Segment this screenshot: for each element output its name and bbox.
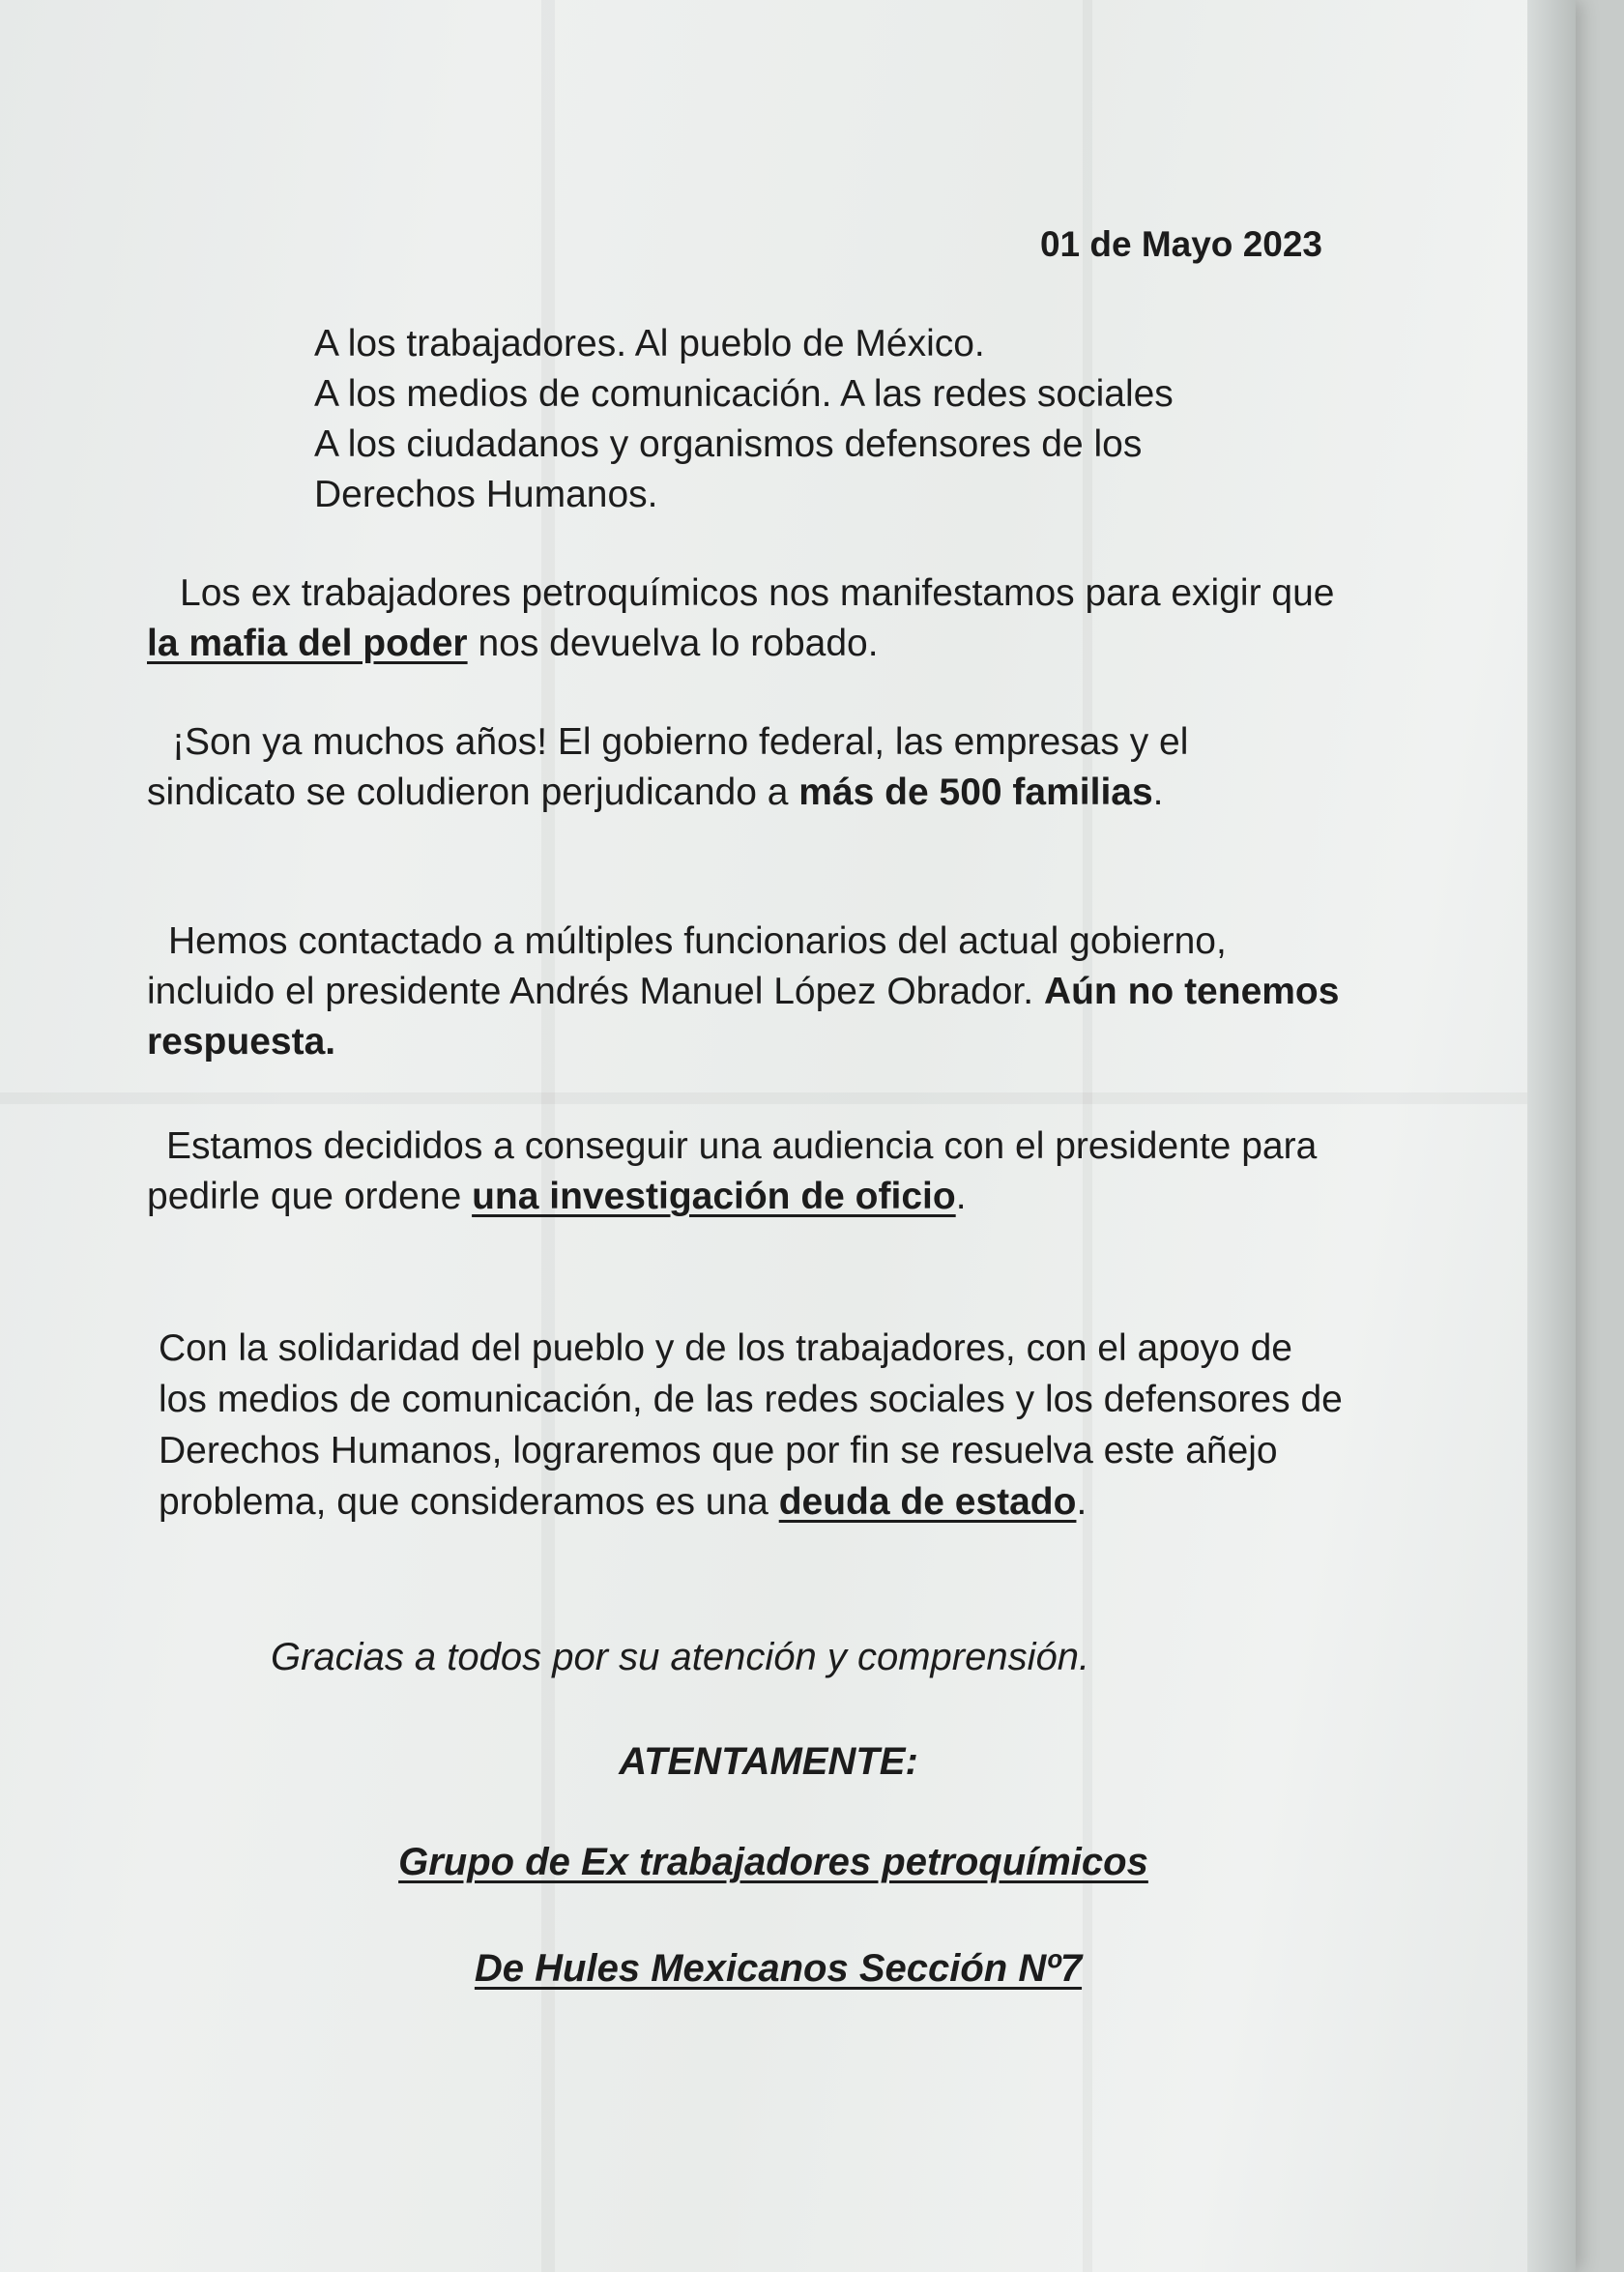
letter-date: 01 de Mayo 2023	[1039, 224, 1322, 264]
thanks-line: Gracias a todos por su atención y comprensión.	[271, 1636, 1090, 1678]
paragraph-text: ¡Son ya muchos años! El gobierno federal, las empresas y el sindicato se coludieron perjudicando a	[147, 721, 1189, 813]
emphasis-mafia: la mafia del poder	[147, 623, 468, 664]
paragraph-years	[147, 717, 1346, 818]
addressee-line: Derechos Humanos.	[314, 474, 658, 515]
signature-group	[0, 1841, 1561, 1884]
addressee-line: A los medios de comunicación. A las redes sociales	[314, 373, 1174, 415]
addressee-line: A los ciudadanos y organismos defensores de los	[314, 423, 1143, 465]
addressee-line: A los trabajadores. Al pueblo de México.	[314, 323, 985, 364]
paragraph-text: .	[1152, 772, 1164, 813]
paragraph-text: Hemos contactado a múltiples funcionarios del actual gobierno, incluido el presidente Andrés Manuel López Obrador.	[147, 920, 1227, 1012]
paragraph-text: .	[955, 1176, 967, 1217]
emphasis-no-response: Aún no tenemos respuesta.	[147, 971, 1340, 1063]
paragraph-text: Con la solidaridad del pueblo y de los trabajadores, con el apoyo de los medios de comunicación, de las redes sociales y los defensores de Derechos Humanos, lograremos que por fin se resuelva este añejo problema, que consideramos es una	[159, 1327, 1343, 1523]
paragraph-audience	[147, 1121, 1346, 1222]
emphasis-state-debt: deuda de estado	[778, 1481, 1077, 1523]
closing-atentamente: ATENTAMENTE:	[619, 1740, 918, 1783]
signature-line: Grupo de Ex trabajadores petroquímicos	[398, 1841, 1148, 1883]
signature-section	[0, 1947, 1566, 1991]
emphasis-investigation: una investigación de oficio	[472, 1176, 956, 1217]
paragraph-text: Estamos decididos a conseguir una audiencia con el presidente para pedirle que ordene	[147, 1125, 1318, 1217]
paragraph-demand	[147, 568, 1346, 669]
signature-line: De Hules Mexicanos Sección Nº7	[474, 1947, 1083, 1990]
paragraph-text: .	[1076, 1481, 1088, 1523]
paragraph-text: nos devuelva lo robado.	[467, 623, 879, 664]
addressee-block	[314, 319, 1174, 520]
paragraph-text: Los ex trabajadores petroquímicos nos manifestamos para exigir que	[180, 572, 1335, 614]
paragraph-contacts	[147, 917, 1346, 1067]
emphasis-families: más de 500 familias	[798, 772, 1153, 813]
paragraph-solidarity	[159, 1323, 1348, 1528]
